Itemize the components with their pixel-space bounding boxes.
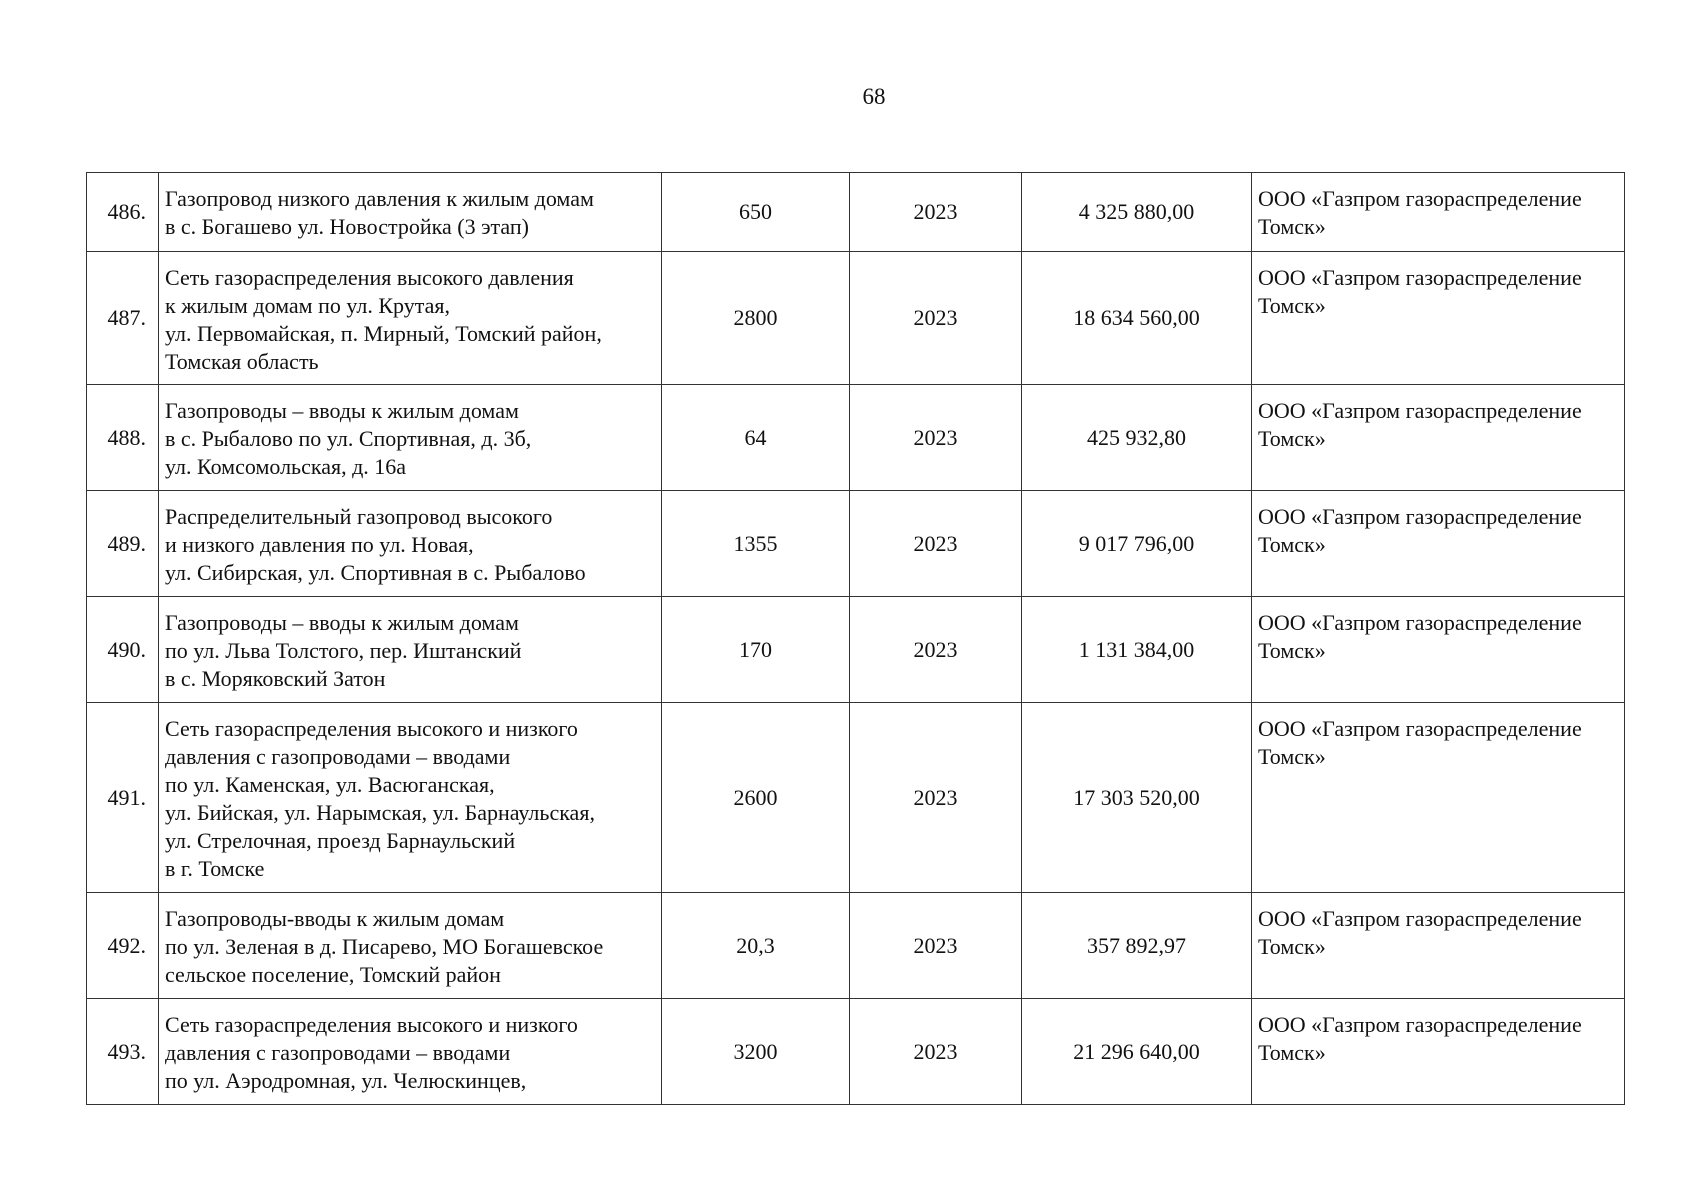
year-value: 2023 (850, 385, 1022, 491)
organization: ООО «Газпром газораспределение Томск» (1252, 252, 1625, 385)
organization: ООО «Газпром газораспределение Томск» (1252, 173, 1625, 252)
year-value: 2023 (850, 173, 1022, 252)
year-value: 2023 (850, 893, 1022, 999)
object-name: Сеть газораспределения высокого и низкого давления с газопроводами – вводами по ул. Аэродромная, ул. Челюскинцев, (159, 999, 662, 1105)
cost-value: 17 303 520,00 (1022, 703, 1252, 893)
row-number: 491. (87, 703, 159, 893)
year-value: 2023 (850, 999, 1022, 1105)
object-name: Сеть газораспределения высокого и низкого давления с газопроводами – вводами по ул. Каменская, ул. Васюганская, ул. Бийская, ул. Нарымская, ул. Барнаульская, ул. Стрелочная, проезд Барнаульский в г. Томске (159, 703, 662, 893)
organization: ООО «Газпром газораспределение Томск» (1252, 999, 1625, 1105)
table-row (87, 252, 1625, 385)
length-value: 1355 (662, 491, 850, 597)
object-name: Распределительный газопровод высокого и низкого давления по ул. Новая, ул. Сибирская, ул. Спортивная в с. Рыбалово (159, 491, 662, 597)
organization: ООО «Газпром газораспределение Томск» (1252, 893, 1625, 999)
object-name: Сеть газораспределения высокого давления к жилым домам по ул. Крутая, ул. Первомайская, п. Мирный, Томский район, Томская область (159, 252, 662, 385)
table-row (87, 385, 1625, 491)
cost-value: 21 296 640,00 (1022, 999, 1252, 1105)
cost-value: 18 634 560,00 (1022, 252, 1252, 385)
facilities-table (86, 172, 1625, 1105)
length-value: 170 (662, 597, 850, 703)
cost-value: 425 932,80 (1022, 385, 1252, 491)
year-value: 2023 (850, 597, 1022, 703)
table-row (87, 173, 1625, 252)
length-value: 3200 (662, 999, 850, 1105)
cost-value: 9 017 796,00 (1022, 491, 1252, 597)
length-value: 2800 (662, 252, 850, 385)
organization: ООО «Газпром газораспределение Томск» (1252, 703, 1625, 893)
object-name: Газопроводы – вводы к жилым домам по ул. Льва Толстого, пер. Иштанский в с. Моряковский Затон (159, 597, 662, 703)
row-number: 493. (87, 999, 159, 1105)
length-value: 650 (662, 173, 850, 252)
table-row (87, 893, 1625, 999)
cost-value: 1 131 384,00 (1022, 597, 1252, 703)
year-value: 2023 (850, 703, 1022, 893)
object-name: Газопроводы-вводы к жилым домам по ул. Зеленая в д. Писарево, МО Богашевское сельское поселение, Томский район (159, 893, 662, 999)
cost-value: 4 325 880,00 (1022, 173, 1252, 252)
row-number: 488. (87, 385, 159, 491)
year-value: 2023 (850, 491, 1022, 597)
object-name: Газопроводы – вводы к жилым домам в с. Рыбалово по ул. Спортивная, д. 3б, ул. Комсомольская, д. 16а (159, 385, 662, 491)
page-number: 68 (862, 84, 886, 109)
row-number: 489. (87, 491, 159, 597)
cost-value: 357 892,97 (1022, 893, 1252, 999)
table-row (87, 597, 1625, 703)
row-number: 486. (87, 173, 159, 252)
length-value: 64 (662, 385, 850, 491)
row-number: 487. (87, 252, 159, 385)
organization: ООО «Газпром газораспределение Томск» (1252, 491, 1625, 597)
table-row (87, 491, 1625, 597)
object-name: Газопровод низкого давления к жилым домам в с. Богашево ул. Новостройка (3 этап) (159, 173, 662, 252)
organization: ООО «Газпром газораспределение Томск» (1252, 597, 1625, 703)
row-number: 492. (87, 893, 159, 999)
table-row (87, 703, 1625, 893)
row-number: 490. (87, 597, 159, 703)
table-row (87, 999, 1625, 1105)
organization: ООО «Газпром газораспределение Томск» (1252, 385, 1625, 491)
length-value: 2600 (662, 703, 850, 893)
length-value: 20,3 (662, 893, 850, 999)
year-value: 2023 (850, 252, 1022, 385)
